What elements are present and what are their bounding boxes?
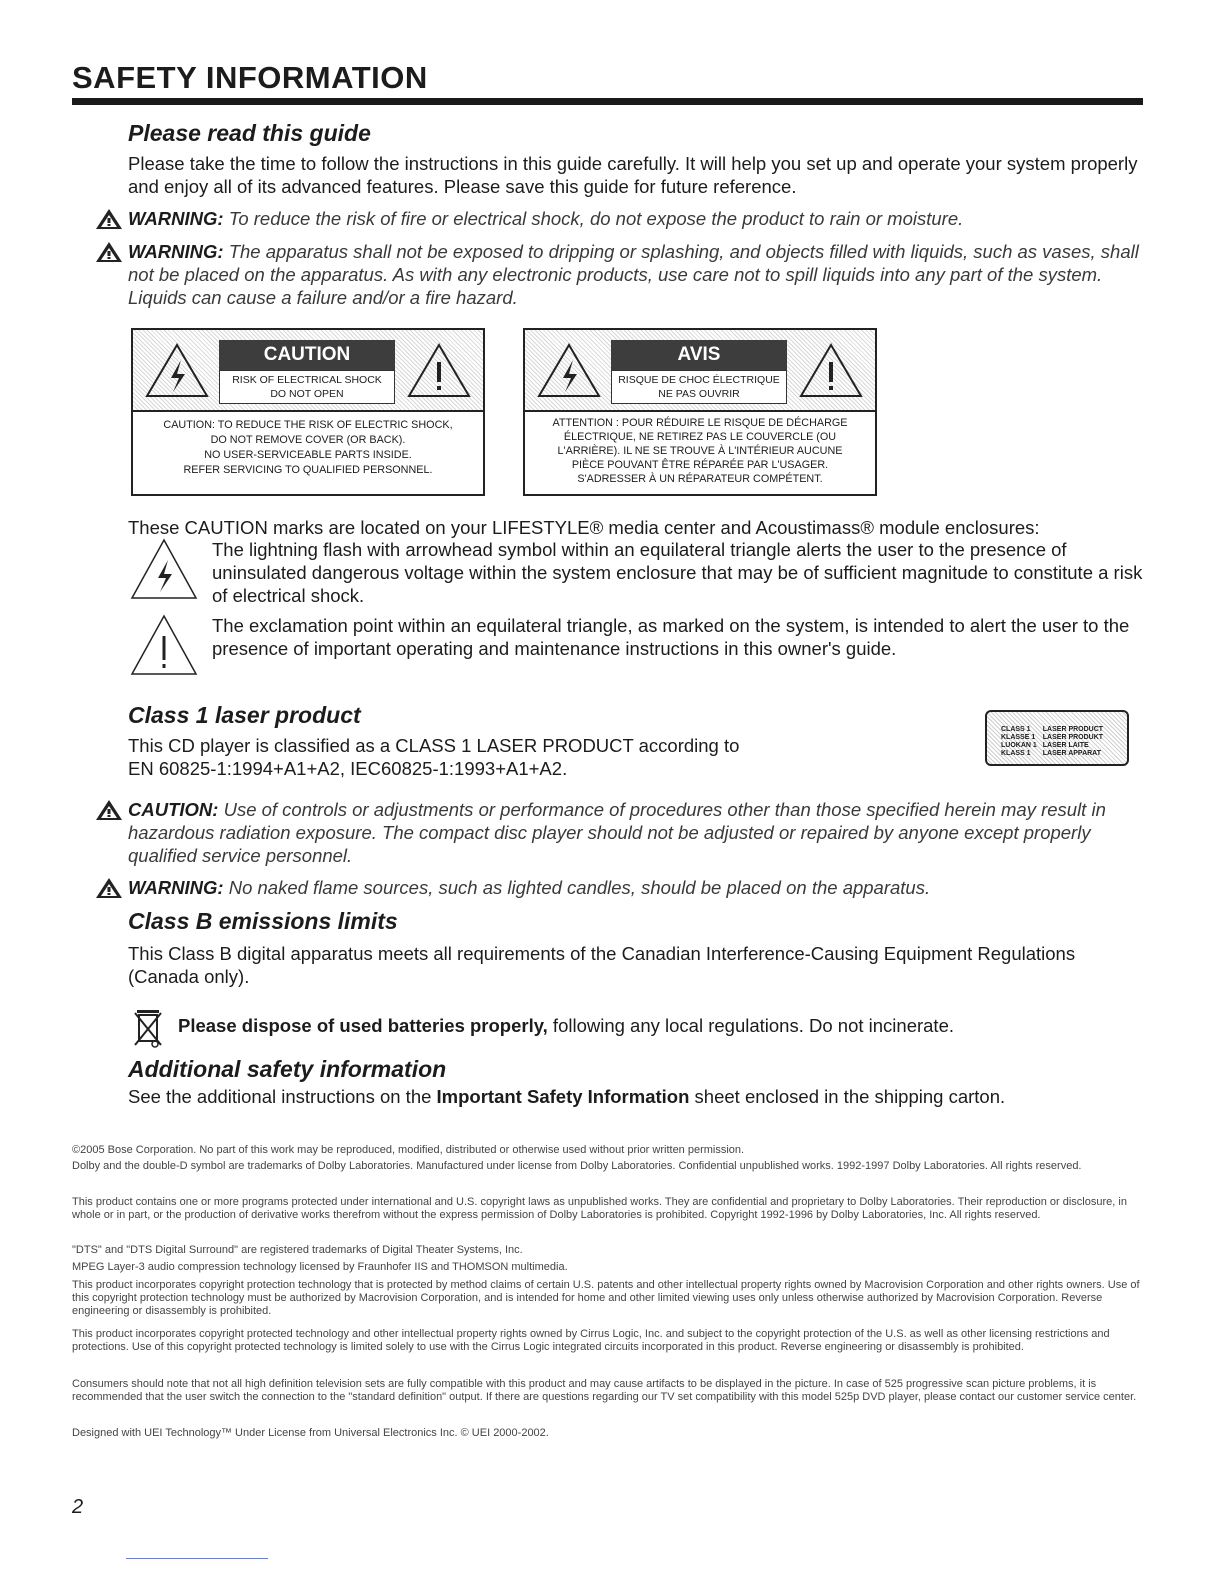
warning-2 [128, 240, 1143, 309]
caution-note-text: Use of controls or adjustments or performance of procedures other than those specified herein may result in hazardous radiation exposure. The compact disc player should not be adjusted or repaired by anyone except properly qualified service personnel. [128, 799, 1106, 866]
lightning-triangle-icon [537, 342, 601, 398]
caution-note-label: CAUTION: [128, 799, 219, 820]
fine-print-paragraph: ©2005 Bose Corporation. No part of this work may be reproduced, modified, distributed or otherwise used without prior written permission. [72, 1144, 745, 1156]
caution-label-french [523, 328, 877, 496]
additional-body [128, 1085, 1143, 1108]
page-number: 2 [72, 1496, 84, 1518]
fine-print-paragraph: This product incorporates copyright protected technology and other intellectual property rights owned by Cirrus Logic, Inc. and subject to the copyright protection of the U.S. as well as other licensing restrictions and protections. Use of this copyright protected technology is limited solely to use with the Cirrus Logic integrated circuits incorporated in this product. Reverse engineering or disassembly is prohibited. [72, 1328, 1110, 1353]
title-rule [72, 98, 1143, 105]
avis-line: L'ARRIÈRE). IL NE SE TROUVE À L'INTÉRIEUR AUCUNE [557, 445, 843, 457]
caution-line: NO USER-SERVICEABLE PARTS INSIDE. [204, 449, 412, 461]
page-title: SAFETY INFORMATION [72, 60, 428, 95]
footnote-rule [126, 1558, 268, 1559]
warning-2-text: The apparatus shall not be exposed to dripping or splashing, and objects filled with liquids, such as vases, shall not be placed on the apparatus. As with any electronic products, use care not to spill liquids into any part of the system. Liquids can cause a failure and/or a fire hazard. [128, 241, 1139, 308]
warning-icon [95, 799, 123, 821]
avis-line: ATTENTION : POUR RÉDUIRE LE RISQUE DE DÉCHARGE [552, 417, 848, 429]
caution-line: CAUTION: TO REDUCE THE RISK OF ELECTRIC SHOCK, [163, 419, 453, 431]
fine-print-paragraph: Consumers should note that not all high definition television sets are fully compatible with this product and may cause artifacts to be displayed in the picture. In case of 525 progressive scan picture problems, it is recommended that the user switch the connection to the "standard definition" output. If there are questions regarding our TV set compatibility with this model 525p DVD player, please contact our customer service center. [72, 1378, 1137, 1403]
fine-print-paragraph: Designed with UEI Technology™ Under License from Universal Electronics Inc. © UEI 2000-2002. [72, 1427, 549, 1439]
exclamation-triangle-icon [130, 614, 198, 676]
read-guide-body: Please take the time to follow the instructions in this guide carefully. It will help you set up and operate your system properly and enjoy all of its advanced features. Please save this guide for future reference. [128, 153, 1138, 197]
avis-sub-line-1: RISQUE DE CHOC ÉLECTRIQUE [618, 374, 780, 386]
additional-post: sheet enclosed in the shipping carton. [689, 1086, 1006, 1107]
class-b-body: This Class B digital apparatus meets all requirements of the Canadian Interference-Causing Equipment Regulations (Canada only). [128, 943, 1076, 987]
avis-line: PIÈCE POUVANT ÊTRE RÉPARÉE PAR L'USAGER. [571, 459, 829, 471]
avis-banner: AVIS [611, 340, 787, 370]
laser-body-line-1: This CD player is classified as a CLASS 1 LASER PRODUCT according to [128, 735, 740, 756]
warning-3 [128, 876, 1143, 899]
avis-sub-line-2: NE PAS OUVRIR [658, 388, 740, 400]
laser-body [128, 734, 928, 780]
batteries-note-bold: Please dispose of used batteries properly, [178, 1015, 548, 1036]
avis-line: S'ADRESSER À UN RÉPARATEUR COMPÉTENT. [577, 473, 823, 485]
warning-icon [95, 241, 123, 263]
caution-label-english [131, 328, 485, 496]
caution-sub-line-2: DO NOT OPEN [270, 388, 344, 400]
laser-body-line-2: EN 60825-1:1994+A1+A2, IEC60825-1:1993+A1+A2. [128, 758, 568, 779]
warning-1-label: WARNING: [128, 208, 224, 229]
exclamation-triangle-icon [407, 342, 471, 398]
caution-sub-text [219, 370, 395, 404]
fine-print-paragraph: MPEG Layer-3 audio compression technology licensed by Fraunhofer IIS and THOMSON multimedia. [72, 1261, 568, 1273]
lightning-triangle-icon [130, 538, 198, 600]
fine-print-paragraph: This product incorporates copyright protection technology that is protected by method claims of certain U.S. patents and other intellectual property rights owned by Macrovision Corporation and other rights owners. Use of this copyright protection technology must be authorized by Macrovision Corporation, and is intended for home and other limited viewing uses only unless otherwise authorized by Macrovision Corporation. Reverse engineering or disassembly is prohibited. [72, 1279, 1140, 1317]
avis-line: ÉLECTRIQUE, NE RETIREZ PAS LE COUVERCLE (OU [563, 431, 837, 443]
fine-print-paragraph: This product contains one or more programs protected under international and U.S. copyright laws as unpublished works. They are confidential and proprietary to Dolby Laboratories. Their reproduction or disclosure, in whole or in part, or the production of derivative works therefrom without the express permission of Dolby Laboratories is prohibited. Copyright 1992-1996 by Dolby Laboratories, Inc. All rights reserved. [72, 1196, 1127, 1221]
warning-3-label: WARNING: [128, 877, 224, 898]
caution-sub-line-1: RISK OF ELECTRICAL SHOCK [232, 374, 382, 386]
section-heading-class-b: Class B emissions limits [128, 908, 398, 934]
caution-line: REFER SERVICING TO QUALIFIED PERSONNEL. [183, 464, 433, 476]
caution-note [128, 798, 1143, 867]
caution-line: DO NOT REMOVE COVER (OR BACK). [210, 434, 406, 446]
exclamation-description: The exclamation point within an equilateral triangle, as marked on the system, is intended to alert the user to the presence of important operating and maintenance instructions in this owner's guide. [212, 615, 1130, 659]
warning-3-text: No naked flame sources, such as lighted candles, should be placed on the apparatus. [228, 877, 931, 898]
warning-icon [95, 877, 123, 899]
caution-instructions [141, 418, 475, 478]
lightning-description: The lightning flash with arrowhead symbol within an equilateral triangle alerts the user to the presence of uninsulated dangerous voltage within the system enclosure that may be of sufficient magnitude to constitute a risk of electrical shock. [212, 539, 1143, 606]
section-heading-laser: Class 1 laser product [128, 702, 361, 728]
warning-1 [128, 207, 1143, 230]
warning-1-text: To reduce the risk of fire or electrical shock, do not expose the product to rain or moisture. [228, 208, 964, 229]
crossed-bin-icon [133, 1008, 163, 1048]
caution-marks-intro: These CAUTION marks are located on your LIFESTYLE® media center and Acoustimass® module enclosures: [128, 517, 1040, 538]
batteries-note [178, 1014, 1143, 1037]
section-heading-read-guide: Please read this guide [128, 120, 371, 146]
avis-sub-text [611, 370, 787, 404]
avis-instructions [533, 416, 867, 486]
lightning-triangle-icon [145, 342, 209, 398]
additional-pre: See the additional instructions on the [128, 1086, 437, 1107]
laser-product-label: CLASS 1 LASER PRODUCT KLASSE 1 LASER PRODUKT LUOKAN 1 LASER LAITE KLASS 1 LASER APPARAT [985, 710, 1129, 766]
fine-print-paragraph: "DTS" and "DTS Digital Surround" are registered trademarks of Digital Theater Systems, Inc. [72, 1244, 523, 1256]
warning-2-label: WARNING: [128, 241, 224, 262]
batteries-note-text: following any local regulations. Do not incinerate. [547, 1015, 955, 1036]
exclamation-triangle-icon [799, 342, 863, 398]
caution-banner: CAUTION [219, 340, 395, 370]
warning-icon [95, 208, 123, 230]
additional-bold: Important Safety Information [436, 1086, 690, 1107]
section-heading-additional: Additional safety information [128, 1056, 447, 1082]
fine-print-paragraph: Dolby and the double-D symbol are trademarks of Dolby Laboratories. Manufactured under license from Dolby Laboratories. Confidential unpublished works. 1992-1997 Dolby Laboratories. All rights reserved. [72, 1160, 1082, 1172]
